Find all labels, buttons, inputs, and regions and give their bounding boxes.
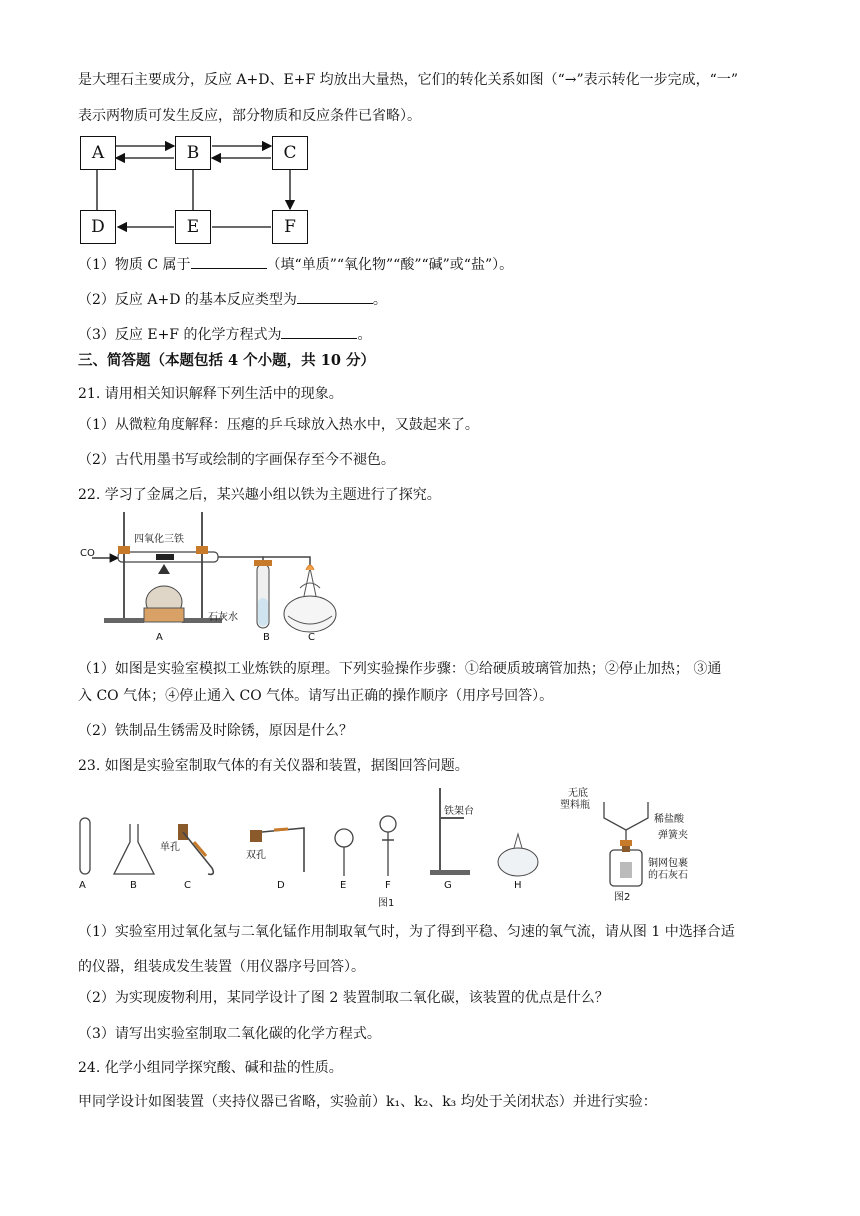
single-hole-label: 单孔 — [160, 842, 180, 853]
mesh-label-2: 的石灰石 — [648, 870, 688, 881]
q20-part1-text-end: （填“单质”“氧化物”“酸”“碱”或“盐”）。 — [266, 257, 514, 273]
q24-intro: 甲同学设计如图装置（夹持仪器已省略，实验前）k₁、k₂、k₃ 均处于关闭状态）并进行实验： — [78, 1094, 657, 1110]
lab-apparatus-figure — [74, 782, 714, 909]
q22-part1-line1: （1）如图是实验室模拟工业炼铁的原理。下列实验操作步骤：①给硬质玻璃管加热；②停止加热； ③通 — [78, 661, 722, 677]
q23-stem: 23. 如图是实验室制取气体的有关仪器和装置，据图回答问题。 — [78, 758, 469, 774]
letter-b: B — [130, 880, 137, 891]
node-d: D — [80, 210, 116, 244]
q23-part1-line1: （1）实验室用过氧化氢与二氧化锰作用制取氧气时，为了得到平稳、匀速的氧气流，请从图 1 中选择合适 — [78, 924, 735, 940]
intro-line-2: 表示两物质可发生反应，部分物质和反应条件已省略）。 — [78, 108, 421, 124]
clamp-label: 弹簧夹 — [658, 830, 688, 841]
letter-a: A — [79, 880, 86, 891]
node-b: B — [175, 136, 211, 170]
q22-stem: 22. 学习了金属之后，某兴趣小组以铁为主题进行了探究。 — [78, 487, 441, 503]
fig1-caption: 图1 — [378, 898, 395, 909]
q22-part1-line2: 入 CO 气体；④停止通入 CO 气体。请写出正确的操作顺序（用序号回答）。 — [78, 688, 554, 704]
q20-part2-text-end: 。 — [372, 292, 387, 308]
node-c: C — [272, 136, 308, 170]
q21-part1: （1）从微粒角度解释：压瘪的乒乓球放入热水中，又鼓起来了。 — [78, 417, 479, 433]
letter-g: G — [444, 880, 452, 891]
q20-part1 — [78, 254, 513, 275]
q20-part1-text: （1）物质 C 属于 — [78, 257, 191, 273]
q23-part2: （2）为实现废物利用，某同学设计了图 2 装置制取二氧化碳，该装置的优点是什么？ — [78, 990, 609, 1006]
node-e: E — [175, 210, 211, 244]
acid-label: 稀盐酸 — [654, 814, 684, 825]
q20-part3 — [78, 324, 371, 345]
intro-line-1: 是大理石主要成分，反应 A+D、E+F 均放出大量热，它们的转化关系如图（“→”表示转化一步完成，“一” — [78, 72, 738, 88]
q23-part1-line2: 的仪器，组装成发生装置（用仪器序号回答）。 — [78, 959, 365, 975]
answer-blank[interactable] — [281, 324, 357, 339]
q20-part3-text: （3）反应 E+F 的化学方程式为 — [78, 327, 282, 343]
q20-part2-text: （2）反应 A+D 的基本反应类型为 — [78, 292, 297, 308]
letter-e: E — [340, 880, 347, 891]
q24-stem: 24. 化学小组同学探究酸、碱和盐的性质。 — [78, 1060, 343, 1076]
letter-c: C — [184, 880, 191, 891]
answer-blank[interactable] — [297, 289, 373, 304]
double-hole-label: 双孔 — [246, 850, 266, 861]
letter-f: F — [385, 880, 391, 891]
fig22-label-b: B — [263, 632, 270, 643]
q23-part3: （3）请写出实验室制取二氧化碳的化学方程式。 — [78, 1026, 381, 1042]
answer-blank[interactable] — [191, 254, 267, 269]
node-f: F — [272, 210, 308, 244]
bottle-label-1: 无底 — [568, 788, 588, 799]
tube-label: 四氧化三铁 — [134, 534, 184, 545]
q20-part2 — [78, 289, 387, 310]
stand-label: 铁架台 — [444, 806, 474, 817]
letter-h: H — [514, 880, 522, 891]
letter-d: D — [277, 880, 285, 891]
node-a: A — [80, 136, 116, 170]
fig2-caption: 图2 — [614, 892, 631, 903]
q21-stem: 21. 请用相关知识解释下列生活中的现象。 — [78, 386, 343, 402]
transformation-diagram — [78, 134, 318, 246]
iron-smelting-apparatus — [78, 508, 350, 648]
fig22-label-a: A — [156, 632, 163, 643]
q22-part2: （2）铁制品生锈需及时除锈，原因是什么？ — [78, 723, 353, 739]
iron-smelting-figure — [78, 508, 350, 648]
limewater-label: 石灰水 — [208, 612, 238, 623]
q21-part2: （2）古代用墨书写或绘制的字画保存至今不褪色。 — [78, 452, 395, 468]
co-label: CO — [80, 548, 95, 559]
q20-part3-text-end: 。 — [357, 327, 372, 343]
fig22-label-c: C — [308, 632, 315, 643]
section-heading: 三、简答题（本题包括 4 个小题，共 10 分） — [78, 352, 375, 369]
mesh-label-1: 铜网包裹 — [648, 858, 688, 869]
bottle-label-2: 塑料瓶 — [560, 800, 590, 811]
